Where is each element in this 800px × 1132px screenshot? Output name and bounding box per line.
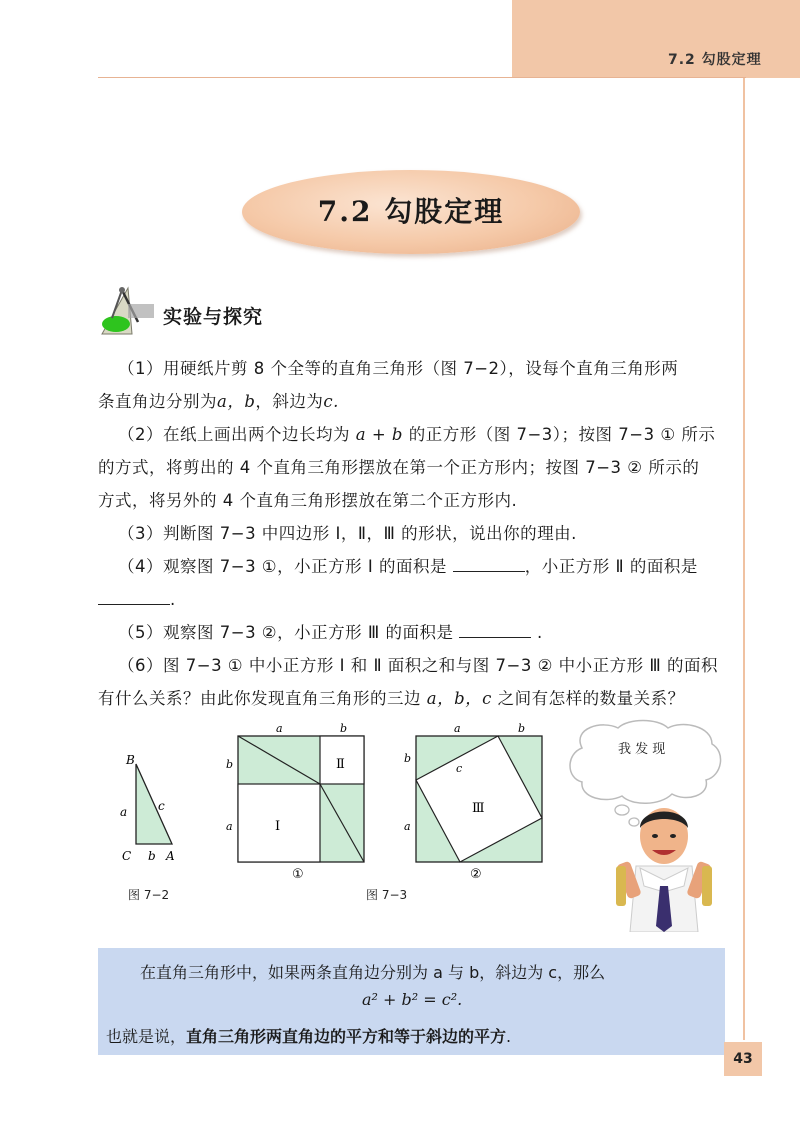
figure-7-2-triangle [112, 748, 192, 868]
label-III: Ⅲ [472, 801, 485, 816]
label-II: Ⅱ [336, 757, 345, 772]
label-a-left: a [404, 820, 411, 833]
label-c: c [456, 762, 463, 775]
answer-blank[interactable] [98, 590, 170, 605]
figure-7-3-caption: 图 7−3 [366, 888, 408, 902]
theorem-line-3: 也就是说，直角三角形两直角边的平方和等于斜边的平方. [106, 1027, 512, 1046]
header-rule [98, 77, 746, 78]
side-b: b [148, 849, 156, 863]
label-circled-2: ② [470, 867, 482, 882]
geometry-tools-icon [98, 282, 158, 338]
vertex-B: B [126, 753, 135, 767]
section-heading: 实验与探究 [163, 306, 264, 328]
theorem-formula: a² + b² = c². [362, 990, 463, 1009]
running-header: 7.2 勾股定理 [668, 52, 762, 68]
label-circled-1: ① [292, 867, 304, 882]
paragraph-2-line-2: 的方式，将剪出的 4 个直角三角形摆放在第一个正方形内；按图 7−3 ② 所示的 [98, 458, 700, 477]
label-a-top: a [454, 722, 461, 735]
figure-7-3-1-square [220, 722, 370, 882]
paragraph-4-line-1: （4）观察图 7−3 ①，小正方形 Ⅰ 的面积是 ，小正方形 Ⅱ 的面积是 [118, 557, 698, 576]
theorem-line-1: 在直角三角形中，如果两条直角边分别为 a 与 b，斜边为 c，那么 [140, 963, 606, 982]
math-abc: a，b，c [421, 689, 498, 708]
label-I: Ⅰ [275, 819, 281, 834]
paragraph-1-line-1: （1）用硬纸片剪 8 个全等的直角三角形（图 7−2），设每个直角三角形两 [118, 359, 679, 378]
answer-blank[interactable] [459, 623, 531, 638]
label-a-top: a [276, 722, 283, 735]
paragraph-4-line-2: . [98, 583, 726, 616]
figure-7-3-2-square [398, 722, 548, 882]
section-title: 7.2 勾股定理 [317, 195, 505, 228]
paragraph-5: （5）观察图 7−3 ②，小正方形 Ⅲ 的面积是 . [118, 623, 543, 642]
math-c: c. [323, 392, 339, 411]
answer-blank[interactable] [453, 557, 525, 572]
paragraph-1-line-2: 条直角边分别为a，b，斜边为c. [98, 392, 339, 411]
vertex-A: A [166, 849, 175, 863]
bubble-line-1: 我 发 现 [618, 742, 666, 757]
student-illustration [614, 796, 714, 932]
paragraph-2-line-1: （2）在纸上画出两个边长均为 a + b 的正方形（图 7−3）；按图 7−3 ① 所示 [118, 425, 716, 444]
paragraph-3: （3）判断图 7−3 中四边形 Ⅰ，Ⅱ，Ⅲ 的形状，说出你的理由. [118, 524, 577, 543]
page-number: 43 [724, 1042, 762, 1076]
math-a-plus-b: a + b [350, 425, 409, 444]
side-c: c [158, 799, 165, 813]
theorem-statement: 直角三角形两直角边的平方和等于斜边的平方 [186, 1027, 507, 1046]
paragraph-6-line-1: （6）图 7−3 ① 中小正方形 Ⅰ 和 Ⅱ 面积之和与图 7−3 ② 中小正方形 Ⅲ 的面积 [118, 656, 719, 675]
label-b-left: b [404, 752, 412, 765]
math-ab: a，b [217, 392, 256, 411]
side-a: a [120, 805, 128, 819]
paragraph-2-line-3: 方式，将另外的 4 个直角三角形摆放在第二个正方形内. [98, 491, 518, 510]
label-b-top: b [518, 722, 526, 735]
label-b-top: b [340, 722, 348, 735]
vertex-C: C [122, 849, 132, 863]
figure-7-2-caption: 图 7−2 [128, 888, 170, 902]
label-b-left: b [226, 758, 234, 771]
label-a-left: a [226, 820, 233, 833]
paragraph-6-line-2: 有什么关系？由此你发现直角三角形的三边 a，b，c 之间有怎样的数量关系？ [98, 689, 685, 708]
margin-rule [743, 78, 745, 1040]
